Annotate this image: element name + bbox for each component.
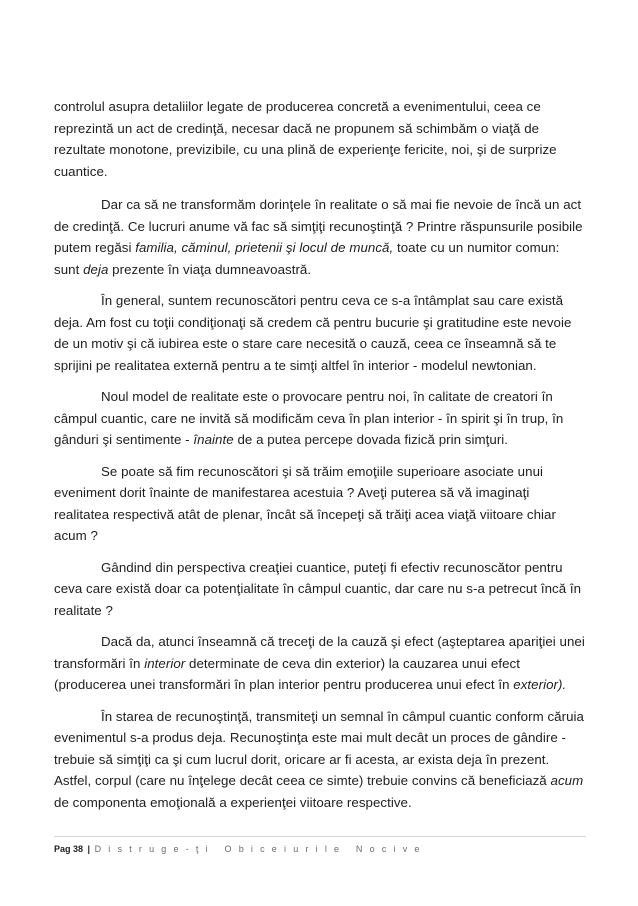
paragraph [54, 386, 586, 451]
italic-text: exterior). [513, 677, 567, 692]
text-segment: În general, suntem recunoscători pentru ceva ce s-a întâmplat sau care există deja. Am fost cu toţii condiţionaţi să credem că pentru bucurie şi gratitudine este nevoie de un motiv şi că iubirea este o stare care necesită o cauză, ceea ce înseamnă să te sprijini pe realitatea externă pentru a te simţi altfel în interior - modelul newtonian. [54, 293, 572, 373]
italic-text: înainte [193, 432, 234, 447]
text-segment: Se poate să fim recunoscători şi să trăim emoţiile superioare asociate unui eveniment dorit înainte de manifestarea acestuia ? Aveţi puterea să vă imaginaţi realitatea respectivă atât de plenar, încât să începeţi să trăiţi acea viaţă viitoare chiar acum ? [54, 463, 556, 543]
text-segment: Dar ca să ne transformăm dorinţele în realitate o să mai fie nevoie de încă un act de credinţă. Ce lucruri anume vă fac să simţiţi recunoştinţă ? Printre răspunsurile posibile putem regăsi [54, 197, 583, 255]
text-segment: Noul model de realitate este o provocare pentru noi, în calitate de creatori în câmpul cuantic, care ne invită să modificăm ceva în plan interior - în spirit şi în trup, în gânduri şi sentimente - [54, 389, 564, 447]
page-number: Pag 38 [54, 844, 84, 854]
text-segment: de a putea percepe dovada fizică prin simţuri. [233, 432, 509, 447]
paragraph [54, 96, 586, 182]
page-body [54, 96, 586, 823]
italic-text: familia, căminul, prietenii şi locul de muncă, [135, 240, 394, 255]
text-segment: Dacă da, atunci înseamnă că treceţi de la cauză şi efect (aşteptarea apariţiei unei transformări în [54, 634, 585, 671]
italic-text: interior [144, 655, 186, 671]
paragraph [54, 557, 586, 622]
text-segment: În starea de recunoştinţă, transmiteţi un semnal în câmpul cuantic conform căruia evenimentul s-a produs deja. Recunoştinţa este mai mult decât un proces de gândire - trebuie să simţiţi ca şi cum lucrul dorit, oricare ar fi acesta, ar exista deja în prezent. Astfel, corpul (care nu înţelege decât ceea ce simte) trebuie convins că beneficiază [54, 708, 584, 788]
text-segment: controlul asupra detaliilor legate de producerea concretă a evenimentului, ceea ce reprezintă un act de credinţă, necesar dacă ne propunem să schimbăm o viaţă de rezultate monotone, previzibile, cu una plină de experienţe fericite, noi, şi de surprize cuantice. [54, 99, 557, 179]
paragraphs [54, 96, 586, 813]
text-segment: Gândind din perspectiva creaţiei cuantice, puteţi fi efectiv recunoscător pentru ceva care există doar ca potenţialitate în câmpul cuantic, dar care nu s-a petrecut încă în realitate ? [54, 559, 582, 618]
book-title: Distruge-ţi Obiceiurile Nocive [94, 844, 427, 854]
text-segment: toate cu un numitor comun: sunt [54, 240, 560, 277]
paragraph [54, 631, 586, 696]
italic-text: deja [83, 261, 109, 277]
paragraph [54, 461, 586, 547]
italic-text: acum [550, 773, 584, 788]
text-segment: prezente în viaţa dumneavoastră. [108, 261, 312, 277]
footer-separator: | [87, 844, 91, 854]
paragraph [54, 706, 586, 814]
paragraph [54, 290, 586, 376]
text-segment: de componenta emoţională a experienţei viitoare respective. [54, 794, 412, 810]
page-footer [54, 836, 586, 855]
text-segment: determinate de ceva din exterior) la cauzarea unui efect (producerea unei transformări în plan interior pentru producerea unui efect în [54, 655, 520, 692]
paragraph [54, 194, 586, 280]
